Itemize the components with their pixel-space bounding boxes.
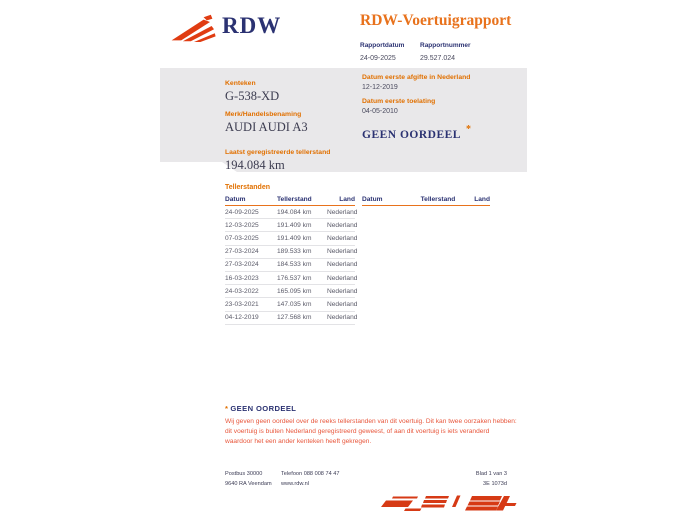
tellerstanden-table-secondary (362, 184, 490, 206)
table-cell: 24-09-2025 (225, 208, 259, 216)
col-header-datum: Datum (362, 196, 383, 203)
footnote-asterisk: * (225, 404, 229, 413)
table-cell: 07-03-2025 (225, 234, 259, 242)
tellerstand-label: Laatst geregistreerde tellerstand (225, 149, 331, 156)
report-number-label: Rapportnummer (420, 42, 471, 49)
footer-address (225, 469, 281, 489)
table-row (225, 285, 358, 298)
table-row (225, 246, 358, 259)
table-cell: Nederland (327, 314, 358, 322)
footer-address-line1: Postbus 30000 (225, 471, 263, 477)
table-row (225, 259, 358, 272)
footer-address-line2: 9640 RA Veendam (225, 481, 272, 488)
table-cell: Nederland (327, 300, 358, 308)
col-header-datum: Datum (225, 196, 246, 203)
report-date (360, 34, 404, 62)
kenteken-value: G-538-XD (225, 89, 280, 103)
tellerstanden-title: Tellerstanden (225, 184, 270, 191)
spacer-title (362, 184, 490, 191)
table-cell: 191.409 km (277, 234, 312, 242)
merk-label: Merk/Handelsbenaming (225, 111, 302, 118)
afgifte-value: 12-12-2019 (362, 84, 398, 91)
col-header-land: Land (339, 196, 355, 203)
table-header-row (362, 196, 490, 206)
col-header-land: Land (474, 196, 490, 203)
kenteken-label: Kenteken (225, 80, 256, 87)
report-date-label: Rapportdatum (360, 42, 405, 49)
footnote-body: Wij geven geen oordeel over de reeks tellerstanden van dit voertuig. Dit kan twee oorzaken hebben: dit voertuig is buiten Nederland geregistreerd geweest, of aan dit voertuig is iets veranderd waardoor het een ander kenteken heeft gekregen. (225, 418, 517, 446)
verdict-text: GEEN OORDEEL (362, 129, 461, 141)
speed-stripes-vignette-icon (372, 492, 537, 514)
footer-website: www.rdw.nl (281, 481, 309, 488)
footnote-title (225, 404, 517, 413)
table-body (225, 206, 358, 325)
verdict-asterisk: * (466, 124, 471, 135)
page-footer (225, 469, 507, 489)
report-number (420, 34, 471, 62)
report-date-value: 24-09-2025 (360, 55, 396, 62)
table-row (225, 298, 358, 311)
table-cell: Nederland (327, 208, 358, 216)
footer-form-code: 3E 1073d (483, 481, 507, 488)
table-cell: Nederland (327, 287, 358, 295)
col-header-tellerstand: Tellerstand (277, 196, 312, 203)
table-cell: 12-03-2025 (225, 221, 259, 229)
footnote (225, 404, 517, 448)
rdw-logo-text: RDW (222, 13, 282, 38)
footnote-title-text: GEEN OORDEEL (230, 404, 297, 413)
col-header-tellerstand: Tellerstand (420, 196, 456, 203)
vehicle-summary-left (225, 80, 355, 173)
table-cell: 184.533 km (277, 261, 312, 269)
table-cell: 147.035 km (277, 300, 312, 308)
table-row (225, 232, 358, 245)
table-cell: 24-03-2022 (225, 287, 259, 295)
table-cell: 23-03-2021 (225, 300, 259, 308)
footer-page-indicator: Blad 1 van 3 (475, 471, 507, 477)
footer-paging (476, 469, 507, 489)
afgifte-label: Datum eerste afgifte in Nederland (362, 74, 471, 81)
table-cell: Nederland (327, 248, 358, 256)
table-row (225, 312, 358, 325)
table-cell: Nederland (327, 221, 358, 229)
footer-phone: Telefoon 088 008 74 47 (281, 471, 340, 477)
tellerstanden-table (225, 184, 358, 325)
table-cell: 16-03-2023 (225, 274, 259, 282)
table-cell: Nederland (327, 261, 358, 269)
page-title: RDW-Voertuigrapport (360, 12, 512, 29)
table-cell: 27-03-2024 (225, 261, 259, 269)
rdw-wing-logo-icon (170, 12, 218, 48)
table-row (225, 206, 358, 219)
table-header-row (225, 196, 355, 206)
table-row (225, 272, 358, 285)
merk-value: AUDI AUDI A3 (225, 120, 308, 134)
table-cell: 191.409 km (277, 221, 312, 229)
table-cell: 27-03-2024 (225, 248, 259, 256)
table-cell: 127.568 km (277, 314, 312, 322)
table-cell: 165.095 km (277, 287, 312, 295)
table-cell: 176.537 km (277, 274, 312, 282)
vehicle-summary-right (362, 74, 477, 141)
table-cell: 189.533 km (277, 248, 312, 256)
tellerstand-value: 194.084 km (225, 158, 285, 172)
table-row (225, 219, 358, 232)
report-number-value: 29.527.024 (420, 55, 456, 62)
table-cell: 04-12-2019 (225, 314, 259, 322)
table-cell: Nederland (327, 274, 358, 282)
toelating-label: Datum eerste toelating (362, 98, 436, 105)
toelating-value: 04-05-2010 (362, 108, 398, 115)
table-cell: 194.084 km (277, 208, 312, 216)
footer-contact (281, 469, 476, 489)
table-cell: Nederland (327, 234, 358, 242)
